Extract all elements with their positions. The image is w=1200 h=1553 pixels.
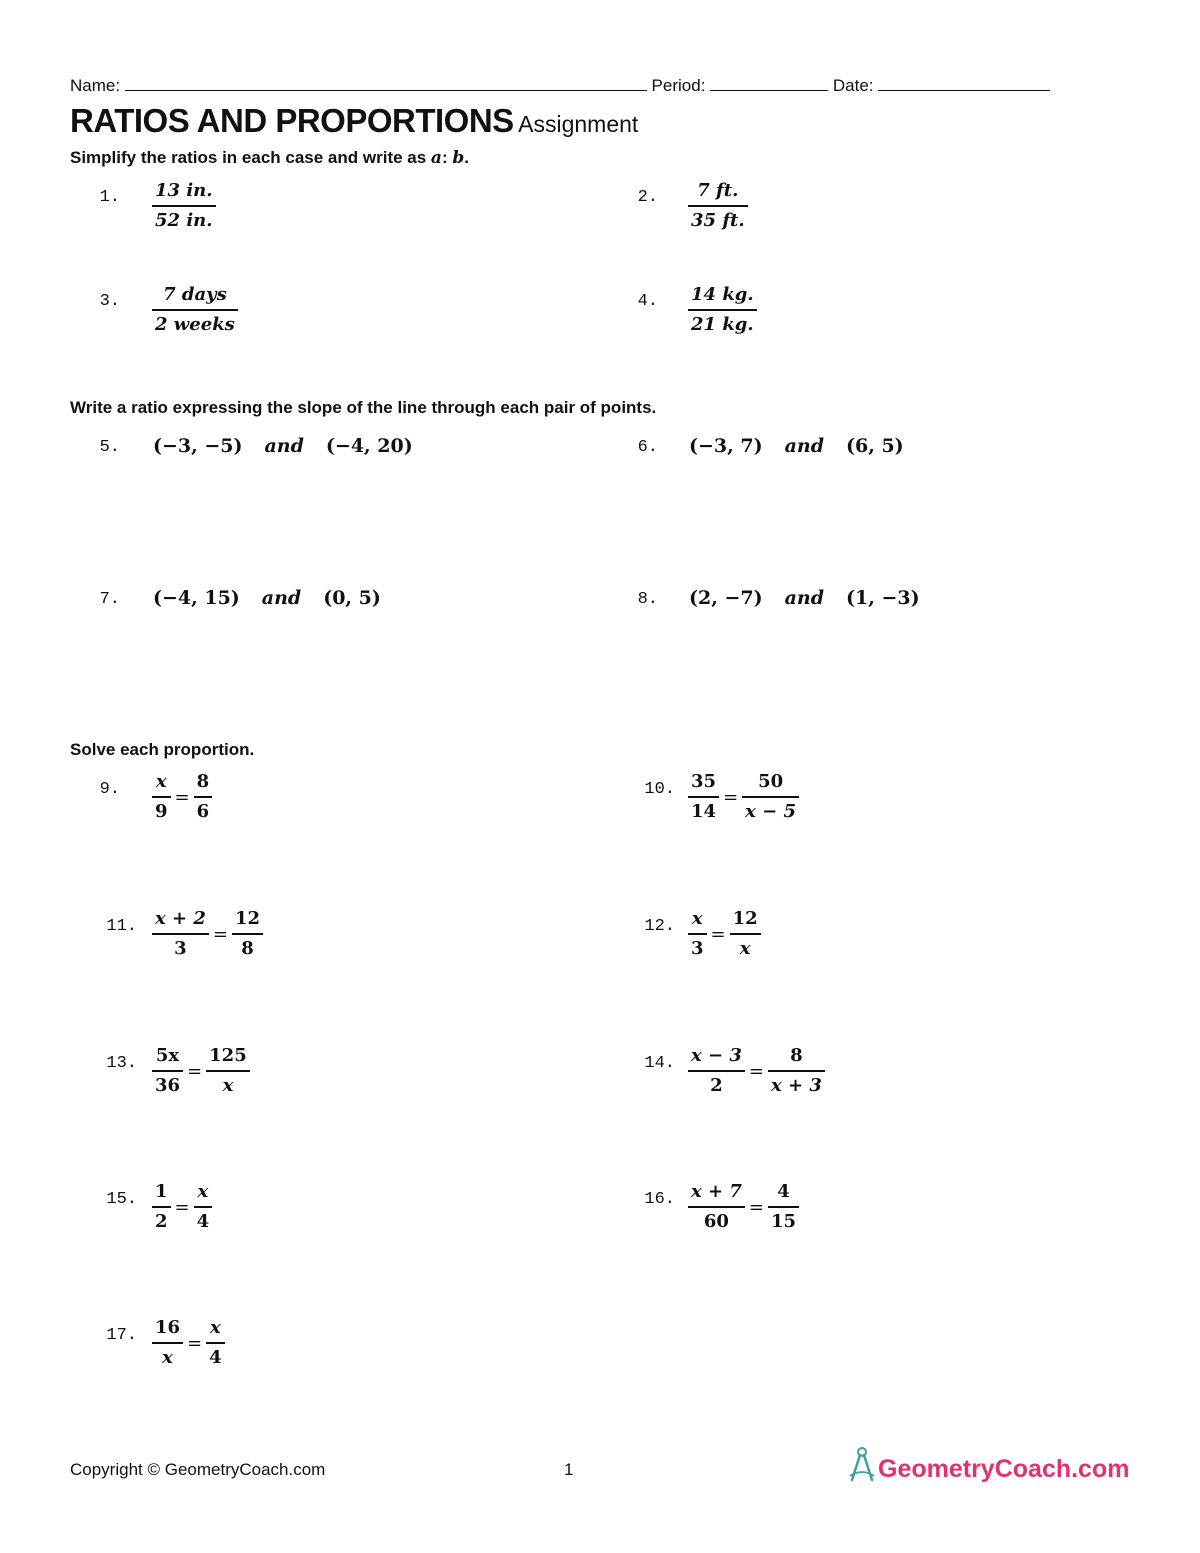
problem-number: 10.	[644, 780, 675, 799]
header-line	[70, 74, 1050, 96]
problem-12-proportion: $\frac{x}{3}$ = $\frac{12}{x}$	[688, 908, 761, 960]
section1-instruction: Simplify the ratios in each case and write as a: b.	[70, 148, 469, 168]
problem-5-points: (−3, −5) and (−4, 20)	[153, 435, 413, 457]
date-field[interactable]	[878, 74, 1050, 91]
problem-11-proportion: $\frac{x + 2}{3}$ = $\frac{12}{8}$	[152, 908, 263, 960]
problem-3-ratio: $\frac{\text{7 days}}{\text{2 weeks}}$	[152, 284, 238, 336]
section2-instruction: Write a ratio expressing the slope of the line through each pair of points.	[70, 398, 657, 417]
problem-15-proportion: $\frac{1}{2}$ = $\frac{x}{4}$	[152, 1181, 212, 1233]
problem-number: 16.	[644, 1190, 675, 1209]
name-field[interactable]	[125, 74, 647, 91]
problem-17-proportion: $\frac{16}{x}$ = $\frac{x}{4}$	[152, 1317, 225, 1369]
problem-number: 15.	[106, 1190, 137, 1209]
name-label: Name:	[70, 76, 121, 95]
problem-number: 7.	[99, 590, 120, 609]
title-sub: Assignment	[518, 111, 639, 137]
problem-number: 3.	[99, 292, 120, 311]
problem-16-proportion: $\frac{x + 7}{60}$ = $\frac{4}{15}$	[688, 1181, 799, 1233]
page-number: 1	[564, 1460, 574, 1479]
problem-number: 1.	[99, 188, 120, 207]
period-field[interactable]	[710, 74, 828, 91]
compass-icon	[846, 1446, 878, 1486]
problem-number: 2.	[637, 188, 658, 207]
problem-8-points: (2, −7) and (1, −3)	[689, 587, 920, 609]
copyright-text: Copyright © GeometryCoach.com	[70, 1460, 326, 1479]
problem-number: 13.	[106, 1054, 137, 1073]
problem-14-proportion: $\frac{x - 3}{2}$ = $\frac{8}{x + 3}$	[688, 1045, 825, 1097]
problem-4-ratio: $\frac{14 kg.}{21 kg.}$	[688, 284, 757, 336]
problem-7-points: (−4, 15) and (0, 5)	[153, 587, 381, 609]
problem-9-proportion: $\frac{x}{9}$ = $\frac{8}{6}$	[152, 771, 212, 823]
problem-number: 12.	[644, 917, 675, 936]
problem-number: 14.	[644, 1054, 675, 1073]
problem-number: 5.	[99, 438, 120, 457]
problem-number: 11.	[106, 917, 137, 936]
problem-10-proportion: $\frac{35}{14}$ = $\frac{50}{x - 5}$	[688, 771, 799, 823]
problem-2-ratio: $\frac{7 ft.}{35 ft.}$	[688, 180, 748, 232]
section3-instruction: Solve each proportion.	[70, 740, 255, 759]
problem-13-proportion: $\frac{5x}{36}$ = $\frac{125}{x}$	[152, 1045, 250, 1097]
problem-number: 9.	[99, 780, 120, 799]
brand-logo-text: GeometryCoach.com	[878, 1455, 1130, 1483]
problem-1-ratio: $\frac{13 in.}{52 in.}$	[152, 180, 216, 232]
problem-number: 4.	[637, 292, 658, 311]
problem-number: 17.	[106, 1326, 137, 1345]
page-title	[70, 102, 638, 140]
period-label: Period:	[651, 76, 706, 95]
title-main: RATIOS AND PROPORTIONS	[70, 102, 514, 139]
date-label: Date:	[832, 76, 874, 95]
problem-number: 6.	[637, 438, 658, 457]
problem-number: 8.	[637, 590, 658, 609]
problem-6-points: (−3, 7) and (6, 5)	[689, 435, 904, 457]
